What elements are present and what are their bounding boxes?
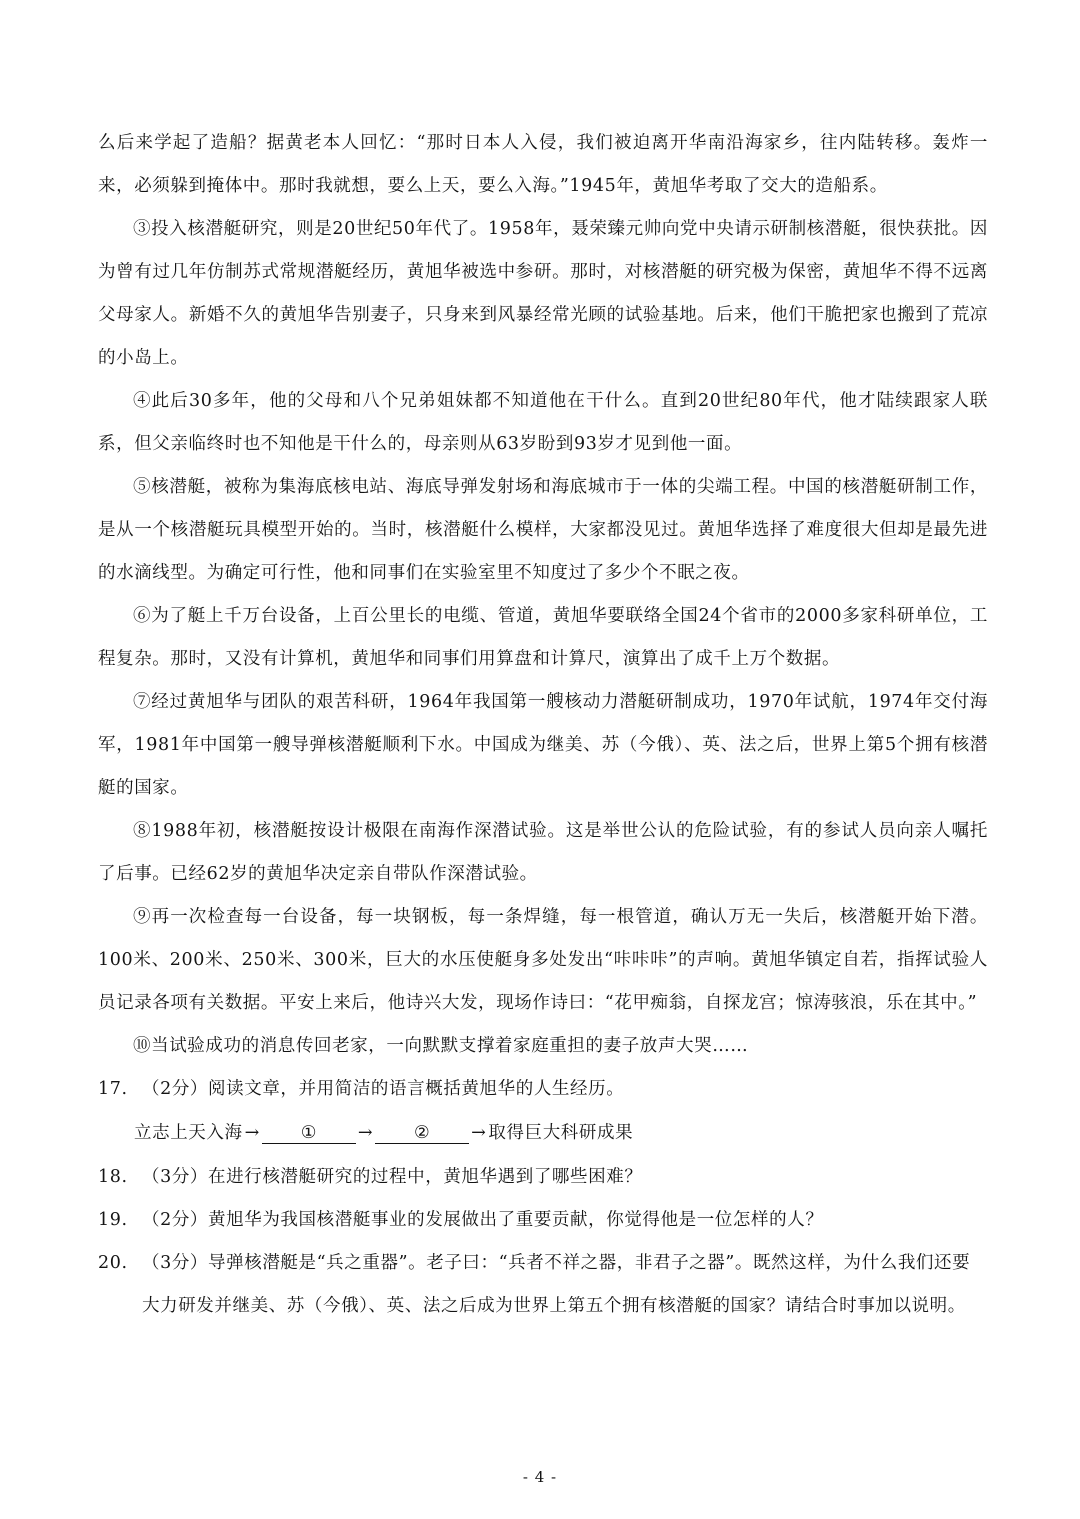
flow-start: 立志上天入海 bbox=[134, 1123, 243, 1143]
page-number: - 4 - bbox=[522, 1468, 558, 1486]
flow-end: 取得巨大科研成果 bbox=[488, 1123, 634, 1143]
article-paragraph-10: ⑩当试验成功的消息传回老家，一向默默支撑着家庭重担的妻子放声大哭…… bbox=[133, 1036, 749, 1056]
question-19 bbox=[98, 1199, 988, 1242]
article-paragraph-7: ⑦经过黄旭华与团队的艰苦科研，1964年我国第一艘核动力潜艇研制成功，1970年试航，1974年交付海军，1981年中国第一艘导弹核潜艇顺利下水。中国成为继美、苏（今俄）、英、法之后，世界上第5个拥有核潜艇的国家。 bbox=[98, 692, 988, 798]
question-number: 18. bbox=[98, 1167, 128, 1187]
article-paragraph-continued: 么后来学起了造船？据黄老本人回忆：“那时日本人入侵，我们被迫离开华南沿海家乡，往内陆转移。轰炸一来，必须躲到掩体中。那时我就想，要么上天，要么入海。”1945年，黄旭华考取了交大的造船系。 bbox=[98, 133, 988, 196]
arrow-icon: → bbox=[244, 1123, 260, 1143]
question-text: （2分）黄旭华为我国核潜艇事业的发展做出了重要贡献，你觉得他是一位怎样的人？ bbox=[142, 1210, 824, 1230]
arrow-icon: → bbox=[357, 1123, 374, 1143]
question-20 bbox=[98, 1242, 988, 1328]
question-number: 17. bbox=[98, 1079, 128, 1099]
question-number: 19. bbox=[98, 1210, 128, 1230]
question-17 bbox=[98, 1068, 988, 1111]
article-paragraph-6: ⑥为了艇上千万台设备，上百公里长的电缆、管道，黄旭华要联络全国24个省市的2000多家科研单位，工程复杂。那时，又没有计算机，黄旭华和同事们用算盘和计算尺，演算出了成千上万个数据。 bbox=[98, 606, 988, 669]
article-paragraph-4: ④此后30多年，他的父母和八个兄弟姐妹都不知道他在干什么。直到20世纪80年代，他才陆续跟家人联系，但父亲临终时也不知他是干什么的，母亲则从63岁盼到93岁才见到他一面。 bbox=[98, 391, 988, 454]
answer-blank-2[interactable]: ② bbox=[375, 1123, 469, 1144]
article-paragraph-5: ⑤核潜艇，被称为集海底核电站、海底导弹发射场和海底城市于一体的尖端工程。中国的核潜艇研制工作，是从一个核潜艇玩具模型开始的。当时，核潜艇什么模样，大家都没见过。黄旭华选择了难度很大但却是最先进的水滴线型。为确定可行性，他和同事们在实验室里不知度过了多少个不眠之夜。 bbox=[98, 477, 988, 583]
page-content bbox=[98, 122, 988, 1328]
question-text: （2分）阅读文章，并用简洁的语言概括黄旭华的人生经历。 bbox=[142, 1079, 625, 1099]
article-paragraph-3: ③投入核潜艇研究，则是20世纪50年代了。1958年，聂荣臻元帅向党中央请示研制核潜艇，很快获批。因为曾有过几年仿制苏式常规潜艇经历，黄旭华被选中参研。那时，对核潜艇的研究极为保密，黄旭华不得不远离父母家人。新婚不久的黄旭华告别妻子，只身来到风暴经常光顾的试验基地。后来，他们干脆把家也搬到了荒凉的小岛上。 bbox=[98, 219, 988, 368]
article-paragraph-8: ⑧1988年初，核潜艇按设计极限在南海作深潜试验。这是举世公认的危险试验，有的参试人员向亲人嘱托了后事。已经62岁的黄旭华决定亲自带队作深潜试验。 bbox=[98, 821, 988, 884]
question-text: （3分）在进行核潜艇研究的过程中，黄旭华遇到了哪些困难？ bbox=[142, 1167, 643, 1187]
answer-blank-1[interactable]: ① bbox=[262, 1123, 356, 1144]
question-number: 20. bbox=[98, 1253, 128, 1273]
article-paragraph-9: ⑨再一次检查每一台设备，每一块钢板，每一条焊缝，每一根管道，确认万无一失后，核潜艇开始下潜。100米、200米、250米、300米，巨大的水压使艇身多处发出“咔咔咔”的声响。黄旭华镇定自若，指挥试验人员记录各项有关数据。平安上来后，他诗兴大发，现场作诗曰：“花甲痴翁，自探龙宫；惊涛骇浪，乐在其中。” bbox=[98, 907, 988, 1013]
life-flow-line bbox=[98, 1111, 988, 1156]
question-text: （3分）导弹核潜艇是“兵之重器”。老子曰：“兵者不祥之器，非君子之器”。既然这样，为什么我们还要大力研发并继美、苏（今俄）、英、法之后成为世界上第五个拥有核潜艇的国家？请结合时事加以说明。 bbox=[142, 1253, 971, 1316]
question-18 bbox=[98, 1156, 988, 1199]
arrow-icon: → bbox=[471, 1123, 487, 1143]
